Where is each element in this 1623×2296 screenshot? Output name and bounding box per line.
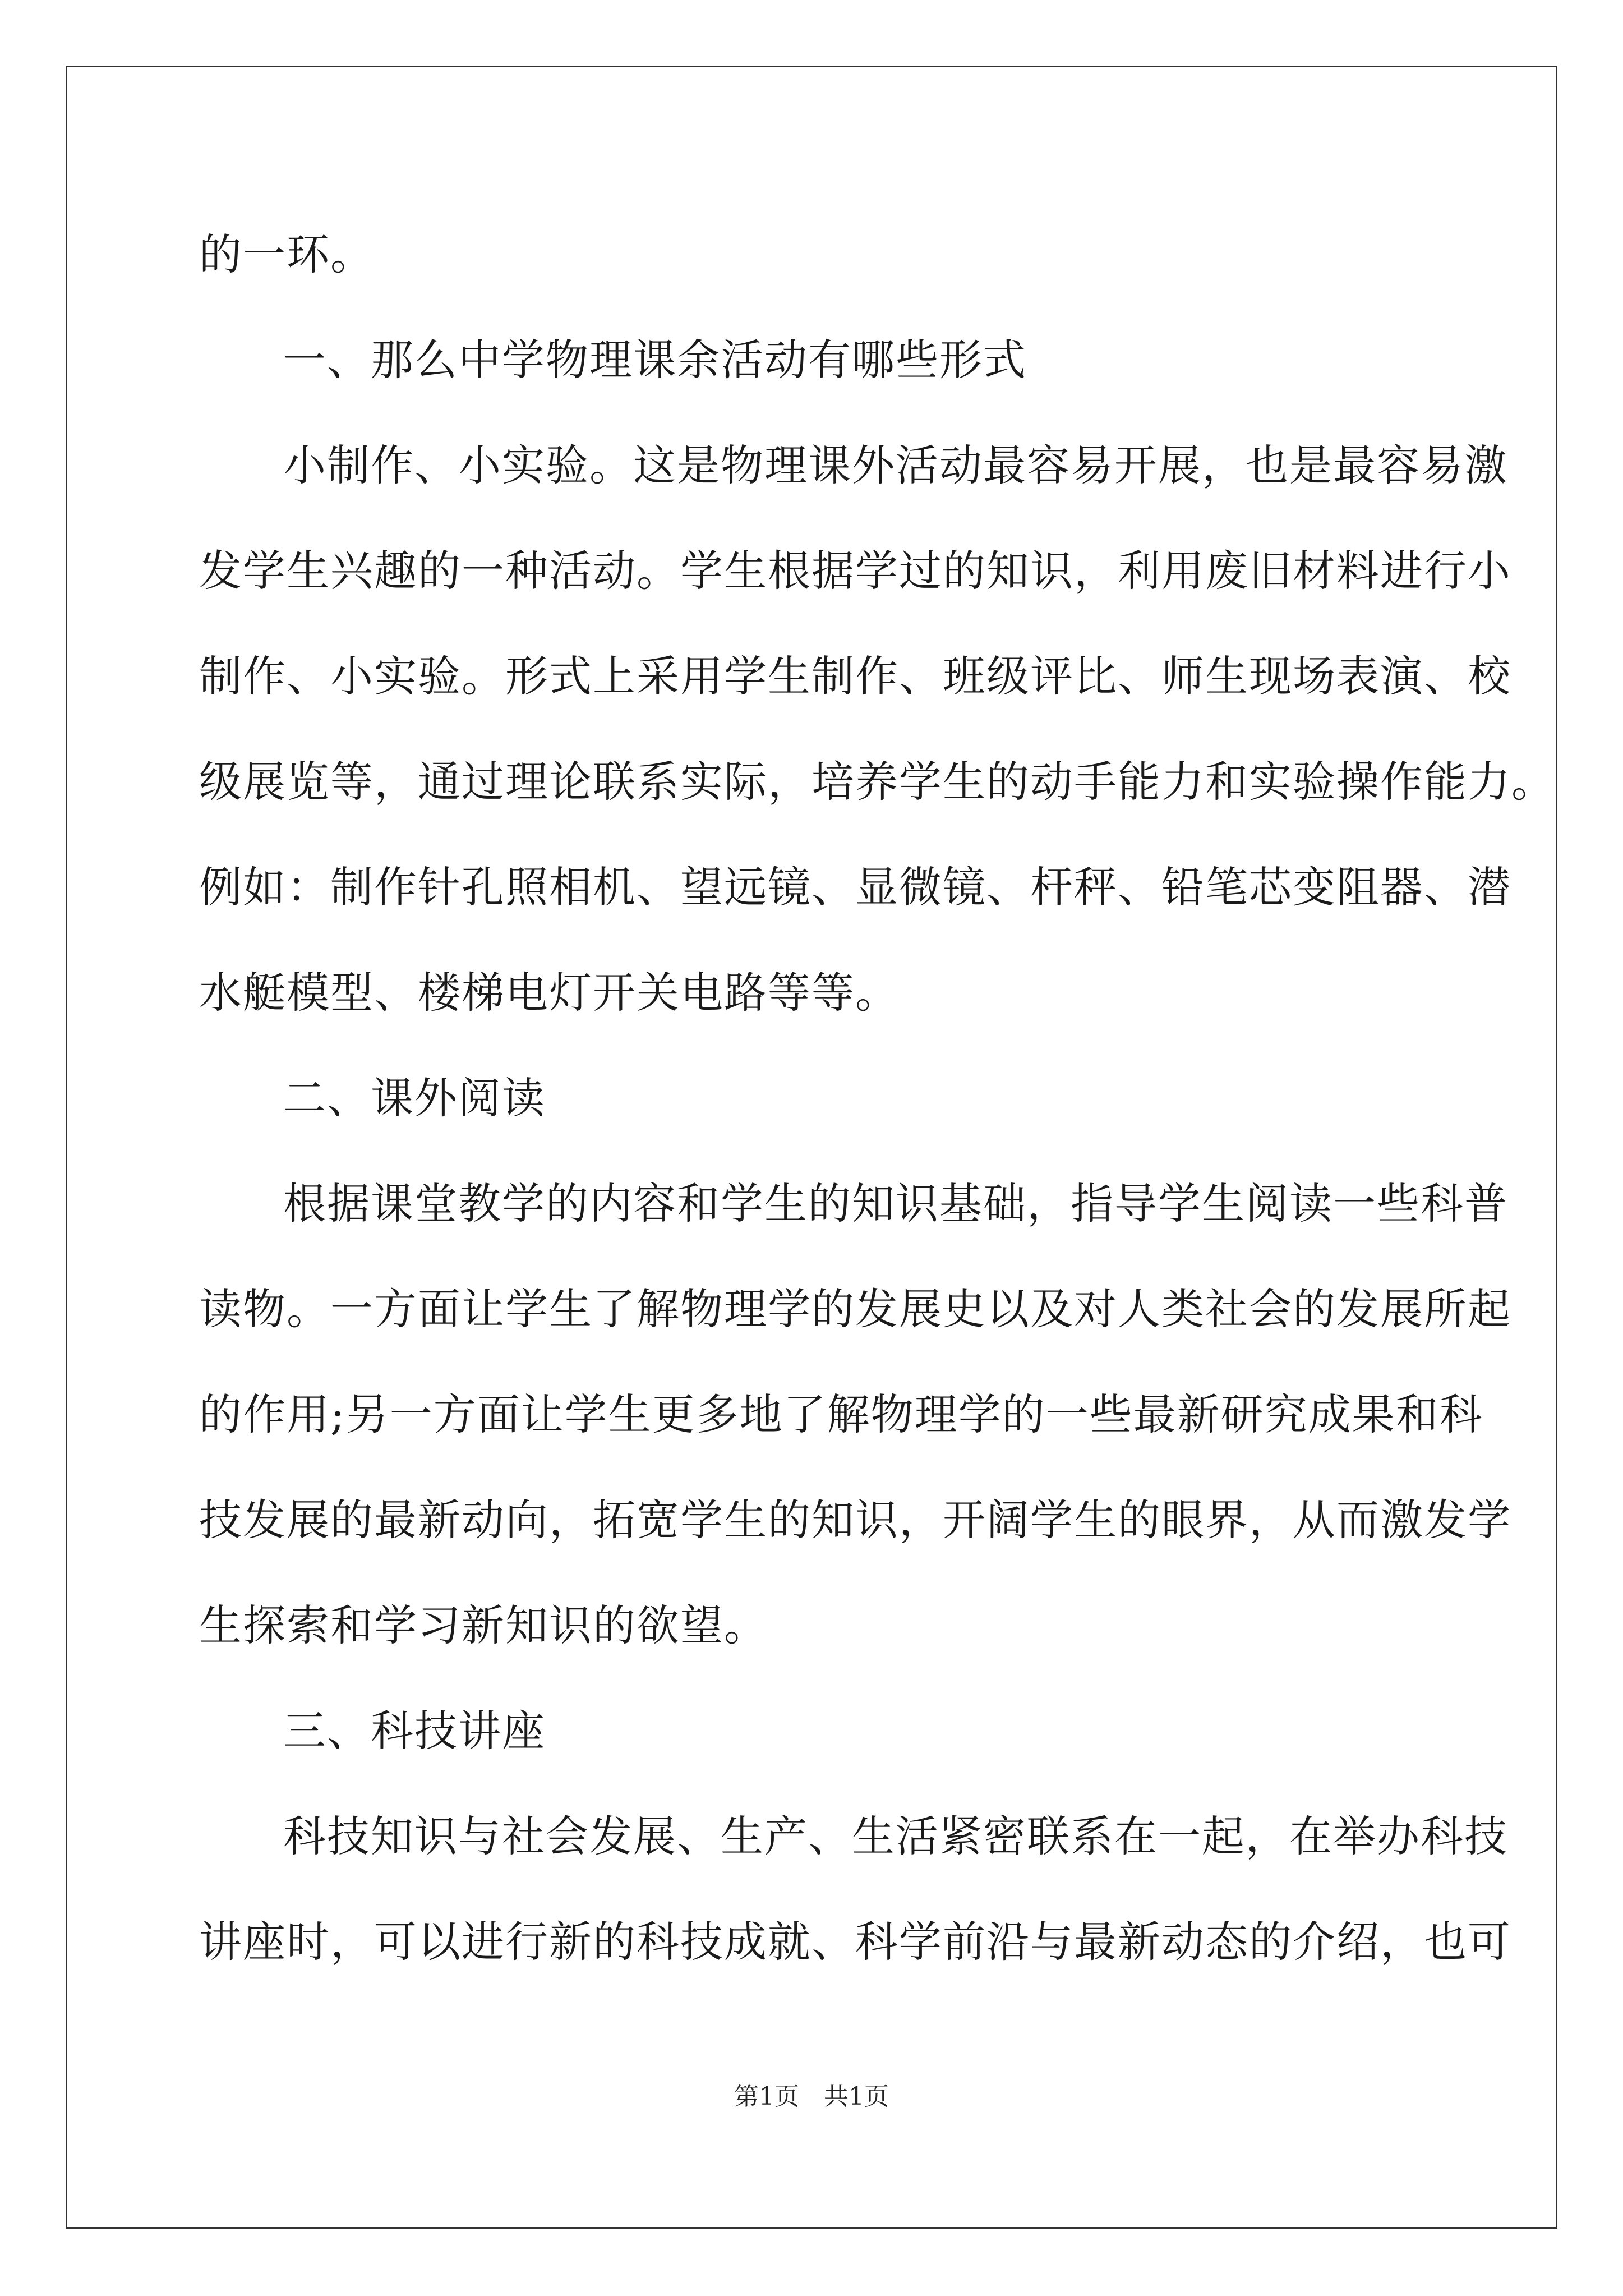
text-line: 小制作、小实验。这是物理课外活动最容易开展，也是最容易激 bbox=[283, 440, 1508, 490]
text-line: 读物。一方面让学生了解物理学的发展史以及对人类社会的发展所起 bbox=[199, 1284, 1511, 1334]
text-line: 发学生兴趣的一种活动。学生根据学过的知识，利用废旧材料进行小 bbox=[199, 546, 1511, 596]
page-total: 共1页 bbox=[824, 2082, 889, 2111]
text-line: 技发展的最新动向，拓宽学生的知识，开阔学生的眼界，从而激发学 bbox=[199, 1495, 1511, 1545]
text-line: 例如：制作针孔照相机、望远镜、显微镜、杆秤、铅笔芯变阻器、潜 bbox=[199, 862, 1511, 912]
text-line: 讲座时，可以进行新的科技成就、科学前沿与最新动态的介绍，也可 bbox=[199, 1917, 1511, 1967]
text-line: 根据课堂教学的内容和学生的知识基础，指导学生阅读一些科普 bbox=[283, 1179, 1508, 1228]
text-line: 级展览等，通过理论联系实际，培养学生的动手能力和实验操作能力。 bbox=[199, 757, 1555, 807]
page-footer bbox=[0, 2080, 1623, 2114]
text-line: 的一环。 bbox=[199, 229, 374, 279]
section-heading: 三、科技讲座 bbox=[283, 1706, 546, 1756]
text-line: 水艇模型、楼梯电灯开关电路等等。 bbox=[199, 968, 899, 1018]
document-body bbox=[199, 202, 1555, 1995]
text-line: 的作用;另一方面让学生更多地了解物理学的一些最新研究成果和科 bbox=[199, 1389, 1483, 1439]
section-heading: 一、那么中学物理课余活动有哪些形式 bbox=[283, 335, 1027, 385]
text-line: 生探索和学习新知识的欲望。 bbox=[199, 1600, 768, 1650]
text-line: 制作、小实验。形式上采用学生制作、班级评比、师生现场表演、校 bbox=[199, 651, 1511, 701]
page-number: 第1页 bbox=[734, 2082, 799, 2111]
text-line: 科技知识与社会发展、生产、生活紧密联系在一起，在举办科技 bbox=[283, 1811, 1508, 1861]
section-heading: 二、课外阅读 bbox=[283, 1073, 546, 1123]
